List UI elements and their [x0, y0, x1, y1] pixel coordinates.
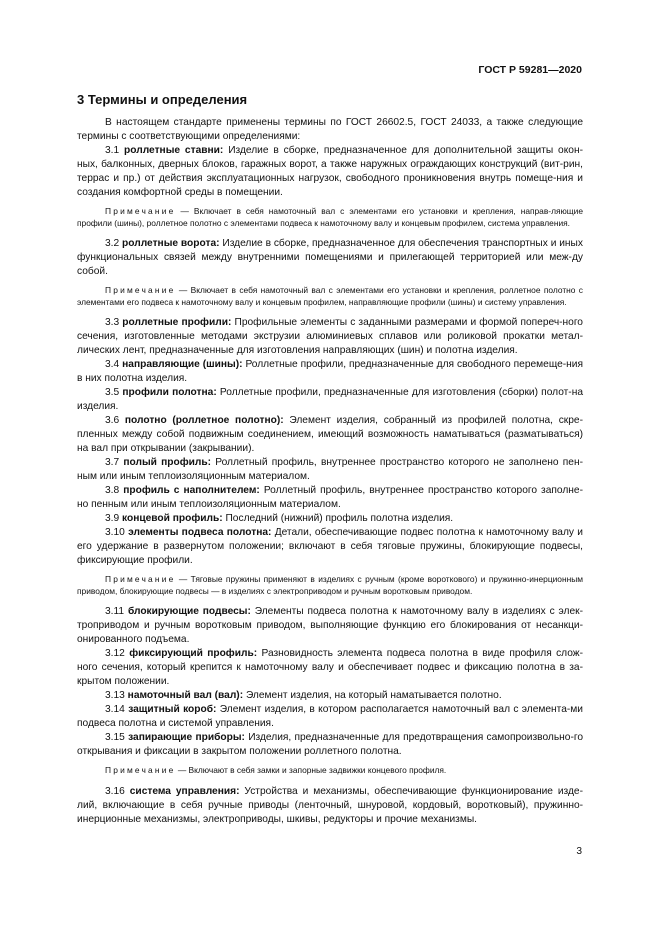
- note-label: Примечание: [105, 765, 176, 775]
- note-text: — Включает в себя намоточный вал с элементами его установки и крепления, роллетное полотно с элементами его подвеса к намоточному валу и концевым профилем, направляющие профили (шины) и систему управления.: [77, 285, 583, 307]
- term-entry: [77, 526, 583, 568]
- term-note: [77, 206, 583, 229]
- term-name: система управления:: [129, 785, 240, 797]
- term-definition: Изделия, предназначенные для предотвращения самопроизвольно-го открывания и фиксации в закрытом положении роллетного полотна.: [77, 732, 584, 757]
- note-text: — Включает в себя намоточный вал с элементами его установки и крепления, направ-ляющие профили (шины), роллетное полотно с элементами подвеса к намоточному валу и концевым профилем, система управления.: [77, 206, 584, 228]
- term-note: [77, 765, 583, 777]
- term-definition: Детали, обеспечивающие подвес полотна к намоточному валу и его удержание в развернутом положении; включают в себя тяговые пружины, блокирующие подвесы, фиксирующие профили.: [77, 527, 583, 566]
- term-entry: [77, 731, 583, 759]
- term-number: 3.6: [105, 415, 120, 426]
- term-number: 3.5: [105, 387, 120, 398]
- term-number: 3.13: [105, 690, 125, 701]
- term-definition: Роллетные профили, предназначенные для свободного перемеще-ния в них полотна изделия.: [77, 359, 583, 384]
- term-entry: [77, 689, 583, 703]
- term-entry: [77, 785, 583, 827]
- term-entry: [77, 647, 583, 689]
- note-label: Примечание: [105, 206, 176, 216]
- term-number: 3.10: [105, 527, 125, 538]
- term-number: 3.16: [105, 785, 125, 797]
- note-text: — Тяговые пружины применяют в изделиях с ручным (кроме вороткового) и пружинно-инерционным приводом, блокирующие подвесы — в изделиях с электроприводом и ручным воротковым приводом.: [77, 574, 583, 596]
- term-name: защитный короб:: [128, 704, 217, 715]
- term-name: роллетные профили:: [122, 317, 232, 328]
- term-definition: Элементы подвеса полотна к намоточному валу в изделиях с элек-троприводом и ручным воротковым приводом, выполняющие функцию его блокирования от несанкци-онированного подъема.: [77, 606, 583, 645]
- term-entry: [77, 484, 583, 512]
- term-name: полый профиль:: [123, 457, 212, 468]
- term-note: [77, 574, 583, 597]
- term-number: 3.12: [105, 648, 125, 659]
- page-number: 3: [576, 846, 582, 857]
- term-number: 3.9: [105, 513, 120, 524]
- term-name: фиксирующий профиль:: [129, 648, 258, 659]
- term-list: [77, 144, 583, 827]
- term-number: 3.14: [105, 704, 125, 715]
- section-heading: [77, 92, 583, 108]
- term-entry: [77, 414, 583, 456]
- term-definition: Разновидность элемента подвеса полотна в виде профиля слож-ного сечения, который крепится к намоточному валу и обеспечивает подвес и фиксацию полотна в за-крытом положении.: [77, 648, 583, 687]
- term-definition: Элемент изделия, в котором располагается намоточный вал с элемента-ми подвеса полотна и системой управления.: [77, 704, 583, 729]
- term-entry: [77, 316, 583, 358]
- term-name: роллетные ставни:: [124, 145, 224, 156]
- intro-paragraph: В настоящем стандарте применены термины по ГОСТ 26602.5, ГОСТ 24033, а также следующие термины с соответствующими определениями:: [77, 117, 583, 142]
- section-title: Термины и определения: [87, 92, 248, 107]
- term-note: [77, 285, 583, 308]
- term-name: концевой профиль:: [122, 513, 223, 524]
- term-number: 3.2: [105, 238, 120, 249]
- term-name: роллетные ворота:: [122, 238, 220, 249]
- term-definition: Профильные элементы с заданными размерами и формой попереч-ного сечения, изготовленные методами экструзии алюминиевых сплавов или роликовой прокатки метал-лических лент, предназначенные для изготовления направляющих (шин) и полотна изделия.: [77, 317, 583, 356]
- term-name: намоточный вал (вал):: [127, 690, 244, 701]
- term-entry: [77, 456, 583, 484]
- term-definition: Элемент изделия, на который наматывается полотно.: [245, 690, 502, 701]
- term-name: блокирующие подвесы:: [127, 606, 251, 617]
- term-number: 3.11: [105, 606, 125, 617]
- term-name: полотно (роллетное полотно):: [124, 415, 284, 426]
- term-number: 3.7: [105, 457, 120, 468]
- term-number: 3.3: [105, 317, 120, 328]
- term-name: направляющие (шины):: [122, 359, 243, 370]
- note-text: — Включают в себя замки и запорные задвижки концевого профиля.: [177, 765, 447, 775]
- term-entry: [77, 512, 583, 526]
- document-body: [77, 92, 583, 827]
- term-definition: Роллетный профиль, внутреннее пространство которого заполне-но пенным или иным теплоизоляционным материалом.: [77, 485, 583, 510]
- term-entry: [77, 605, 583, 647]
- term-entry: [77, 144, 583, 200]
- note-label: Примечание: [105, 574, 176, 584]
- term-name: запирающие приборы:: [128, 732, 245, 743]
- term-definition: Элемент изделия, собранный из профилей полотна, скре-пленных между собой подвижным соединением, имеющий возможность наматываться (разматываться) на вал при открывании (закрывании).: [77, 415, 583, 454]
- term-definition: Изделие в сборке, предназначенное для обеспечения транспортных и иных функциональных связей между внутренними помещениями и прилегающей территорией или меж-ду собой.: [77, 238, 583, 277]
- term-entry: [77, 386, 583, 414]
- term-entry: [77, 237, 583, 279]
- term-number: 3.15: [105, 732, 125, 743]
- note-label: Примечание: [105, 285, 176, 295]
- term-name: элементы подвеса полотна:: [128, 527, 272, 538]
- term-name: профиль с наполнителем:: [123, 485, 260, 496]
- term-definition: Устройства и механизмы, обеспечивающие функционирование изде-лий, включающие в себя ручные приводы (ленточный, шнуровой, кордовый, воротковый), пружинно-инерционные механизмы, электроприводы, шкивы, редукторы и прочие механизмы.: [77, 785, 583, 825]
- term-definition: Роллетный профиль, внутреннее пространство которого не заполнено пен-ным или иным теплоизоляционным материалом.: [77, 457, 583, 482]
- term-number: 3.4: [105, 359, 120, 370]
- section-number: 3: [77, 92, 85, 107]
- term-number: 3.8: [105, 485, 120, 496]
- document-header: ГОСТ Р 59281—2020: [478, 64, 582, 76]
- term-name: профили полотна:: [122, 387, 217, 398]
- term-definition: Последний (нижний) профиль полотна изделия.: [225, 513, 454, 524]
- term-entry: [77, 703, 583, 731]
- term-entry: [77, 358, 583, 386]
- term-number: 3.1: [105, 145, 120, 156]
- term-definition: Роллетные профили, предназначенные для изготовления (сборки) полот-на изделия.: [77, 387, 583, 412]
- term-definition: Изделие в сборке, предназначенное для дополнительной защиты окон-ных, балконных, дверных блоков, гаражных ворот, а также наружных ограждающих конструкций (вит-рин, террас и пр.) от действия эксплуатационных нагрузок, свободного проникновения внутрь помеще-ния и создания комфортной среды в помещении.: [77, 145, 583, 198]
